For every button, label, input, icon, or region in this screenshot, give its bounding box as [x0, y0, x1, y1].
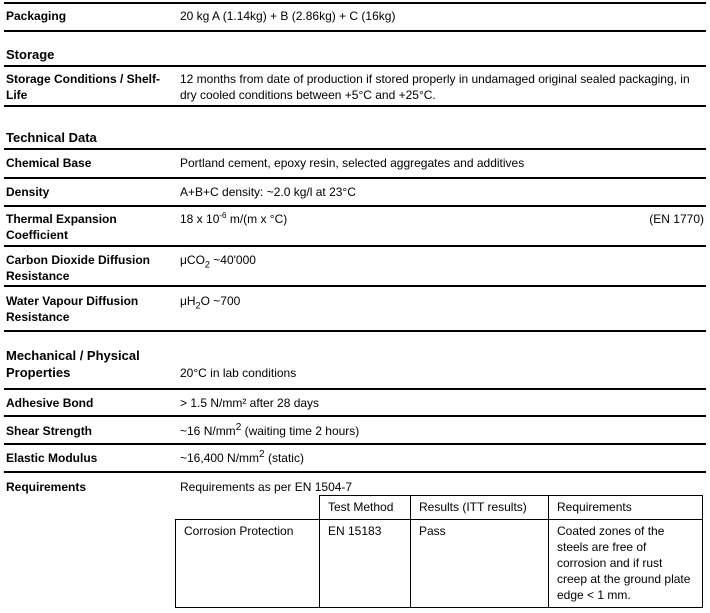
row-value-density: A+B+C density: ~2.0 kg/l at 23°C: [180, 185, 356, 199]
table-cell-requirement: Coated zones of the steels are free of corrosion and if rust creep at the ground plate edge < 1 mm.: [549, 520, 703, 608]
row-value-water-vapour: [180, 293, 706, 309]
row-value-storage-conditions: 12 months from date of production if stored properly in undamaged original sealed packaging, in dry cooled conditions between +5°C and +25°C.: [180, 72, 690, 102]
row-water-vapour-diffusion-resistance: [4, 287, 706, 332]
row-label-elastic-modulus: Elastic Modulus: [6, 451, 98, 465]
elastic-value-exponent: 2: [259, 449, 265, 460]
thermal-value-exponent: -6: [219, 211, 227, 220]
thermal-value-pre: 18 x 10: [180, 212, 220, 226]
row-label-packaging: Packaging: [6, 9, 67, 23]
section-heading-mechanical-physical: [4, 347, 706, 390]
row-value-co2-diffusion: [180, 252, 706, 268]
co2-value-subscript: 2: [204, 259, 210, 270]
row-label-shear-strength: Shear Strength: [6, 424, 93, 438]
thermal-value-post: m/(m x °C): [226, 212, 288, 226]
section-heading-storage: Storage: [4, 46, 706, 67]
table-cell-property: Corrosion Protection: [176, 520, 320, 608]
row-label-adhesive-bond: Adhesive Bond: [6, 396, 94, 410]
row-value-chemical-base: Portland cement, epoxy resin, selected aggregates and additives: [180, 156, 525, 170]
requirements-table: [175, 495, 703, 608]
row-value-adhesive-bond: > 1.5 N/mm² after 28 days: [180, 396, 320, 410]
row-packaging: [4, 2, 706, 32]
table-header-results: Results (ITT results): [411, 496, 549, 520]
row-label-chemical-base: Chemical Base: [6, 156, 92, 170]
row-adhesive-bond: [4, 390, 706, 417]
row-shear-strength: [4, 417, 706, 445]
row-label-requirements: Requirements: [6, 480, 87, 494]
thermal-standard-reference: (EN 1770): [649, 212, 704, 226]
section-heading-mechanical-label: Mechanical / Physical Properties: [6, 348, 140, 380]
row-chemical-base: [4, 150, 706, 179]
shear-value-post: (waiting time 2 hours): [241, 424, 360, 438]
row-density: [4, 179, 706, 207]
table-row-corrosion-protection: [176, 520, 703, 608]
row-value-packaging: 20 kg A (1.14kg) + B (2.86kg) + C (16kg): [180, 9, 396, 23]
section-heading-mechanical-value: 20°C in lab conditions: [180, 366, 297, 380]
elastic-value-pre: ~16,400 N/mm: [180, 451, 260, 465]
row-label-density: Density: [6, 185, 50, 199]
row-label-water-vapour: Water Vapour Diffusion Resistance: [6, 294, 139, 324]
table-header-empty: [176, 496, 320, 520]
row-value-thermal-expansion: [180, 211, 706, 227]
water-value-post: O ~700: [200, 294, 241, 308]
table-cell-result: Pass: [411, 520, 549, 608]
elastic-value-post: (static): [264, 451, 304, 465]
row-thermal-expansion: [4, 207, 706, 247]
row-storage-conditions: [4, 67, 706, 107]
row-label-thermal-expansion: Thermal Expansion Coefficient: [6, 212, 117, 242]
row-label-co2-diffusion: Carbon Dioxide Diffusion Resistance: [6, 253, 150, 283]
table-cell-test-method: EN 15183: [320, 520, 411, 608]
row-elastic-modulus: [4, 445, 706, 473]
shear-value-pre: ~16 N/mm: [180, 424, 236, 438]
table-header-requirements: Requirements: [549, 496, 703, 520]
row-label-storage-conditions: Storage Conditions / Shelf-Life: [6, 72, 161, 102]
row-value-requirements: Requirements as per EN 1504-7: [180, 480, 353, 494]
row-co2-diffusion-resistance: [4, 247, 706, 287]
co2-value-pre: μCO: [180, 253, 205, 267]
requirements-table-header-row: [176, 496, 703, 520]
water-value-pre: μH: [180, 294, 196, 308]
row-value-elastic-modulus: [180, 450, 706, 466]
row-requirements: [4, 473, 706, 495]
table-header-test-method: Test Method: [320, 496, 411, 520]
row-value-shear-strength: [180, 423, 706, 439]
section-heading-technical-data: Technical Data: [4, 129, 706, 150]
thermal-value: [180, 211, 287, 227]
shear-value-exponent: 2: [235, 422, 242, 433]
co2-value-post: ~40'000: [209, 253, 256, 267]
water-value-subscript: 2: [195, 300, 201, 311]
